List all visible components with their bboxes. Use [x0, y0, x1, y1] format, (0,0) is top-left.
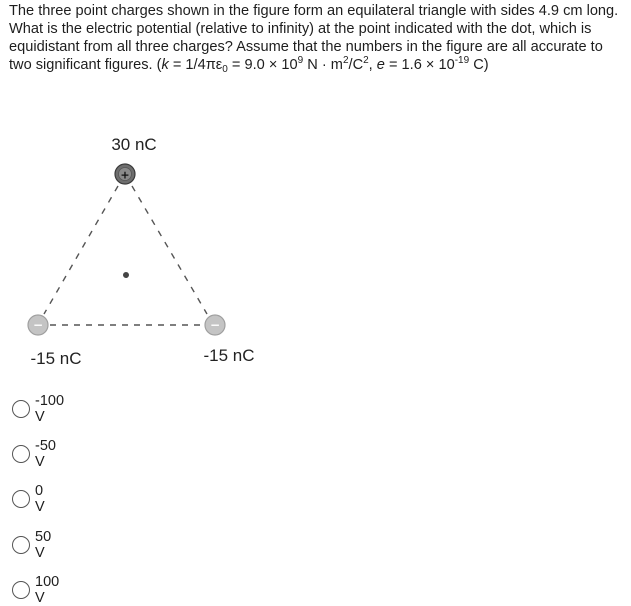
answer-option-label: -50 V	[35, 438, 56, 470]
negative-charge-left	[28, 315, 48, 335]
minus-sign-icon: −	[32, 318, 44, 332]
answer-option[interactable]	[12, 574, 60, 606]
question-text-part: C)	[469, 57, 489, 73]
answer-option-label: 50 V	[35, 529, 52, 561]
radio-button-icon[interactable]	[12, 445, 30, 463]
answer-option[interactable]	[12, 393, 65, 425]
answer-option[interactable]	[12, 529, 52, 561]
question-text-part: /C	[348, 57, 364, 73]
center-dot	[123, 272, 129, 278]
radio-button-icon[interactable]	[12, 490, 30, 508]
radio-button-icon[interactable]	[12, 400, 30, 418]
question-text-part: The three point charges shown in the figure form an equilateral triangle with sides 4.9 cm long. What is the electric potential (relative to infinity) at the point indicated with the dot, which is equidistant from all three charges? Assume that the numbers in the figure are all accurate to two significant figures. (	[9, 3, 619, 73]
plus-sign-icon: +	[120, 168, 130, 182]
question-text-part: = 9.0 × 10	[227, 57, 298, 73]
e-symbol: e	[376, 57, 385, 73]
answer-option-label: 0 V	[35, 483, 45, 515]
exponent: 2	[363, 55, 369, 66]
right-charge-label: -15 nC	[203, 346, 255, 365]
question-text-part: = 1/4πε	[168, 57, 223, 73]
question-text-part: ,	[368, 57, 377, 73]
answer-option-label: 100 V	[35, 574, 60, 606]
radio-button-icon[interactable]	[12, 536, 30, 554]
radio-button-icon[interactable]	[12, 581, 30, 599]
answer-option[interactable]	[12, 438, 56, 470]
positive-charge-top	[115, 164, 135, 184]
exponent: 9	[297, 55, 304, 66]
triangle-side-left	[44, 186, 118, 314]
minus-sign-icon: −	[209, 318, 221, 332]
answer-option[interactable]	[12, 483, 45, 515]
triangle-side-right	[132, 186, 207, 314]
epsilon-subscript: 0	[222, 64, 228, 75]
exponent: 2	[342, 55, 349, 66]
top-charge-label: 30 nC	[111, 135, 157, 154]
answer-option-label: -100 V	[35, 393, 65, 425]
exponent: -19	[454, 55, 470, 66]
question-text-part: = 1.6 × 10	[384, 57, 455, 73]
negative-charge-right	[205, 315, 225, 335]
left-charge-label: -15 nC	[30, 349, 82, 368]
question-text-part: N · m	[303, 57, 343, 73]
k-symbol: k	[161, 57, 169, 73]
